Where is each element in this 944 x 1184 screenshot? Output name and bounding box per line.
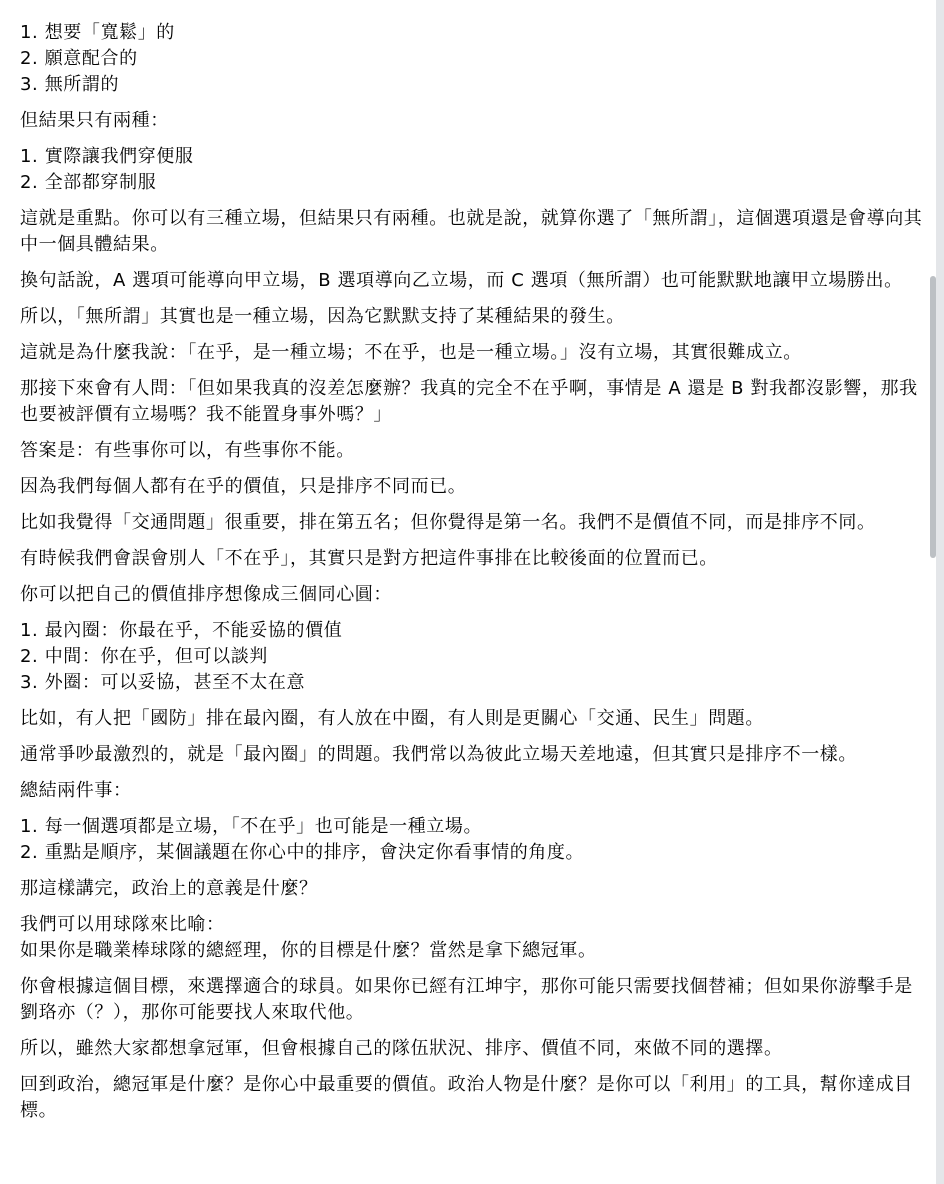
paragraph-circles-intro: 你可以把自己的價值排序想像成三個同心圓： [20,584,392,605]
list-item: 2. 中間：你在乎，但可以談判 [20,646,268,667]
circles-list [20,618,925,696]
paragraph-back-to-politics: 回到政治，總冠軍是什麼？是你心中最重要的價值。政治人物是什麼？是你可以「利用」的工具，幫你達成目標。 [20,1074,913,1121]
baseball-gm-line: 如果你是職業棒球隊的總經理，你的目標是什麼？當然是拿下總冠軍。 [20,940,597,961]
baseball-intro-line: 我們可以用球隊來比喻： [20,914,225,935]
paragraph-sometimes: 有時候我們會誤會別人「不在乎」，其實只是對方把這件事排在比較後面的位置而已。 [20,548,718,569]
list-item: 3. 無所謂的 [20,74,120,95]
post-body [20,0,925,1134]
paragraph-for-example: 比如我覺得「交通問題」很重要，排在第五名；但你覺得是第一名。我們不是價值不同，而是排序不同。 [20,512,876,533]
paragraph-fierce: 通常爭吵最激烈的，就是「最內圈」的問題。我們常以為彼此立場天差地遠，但其實只是排序不一樣。 [20,744,857,765]
paragraph-someone-asks: 那接下來會有人問：「但如果我真的沒差怎麼辦？我真的完全不在乎啊，事情是 A 還是 B 對我都沒影響，那我也要被評價有立場嗎？我不能置身事外嗎？」 [20,378,918,425]
paragraph-why-i-say: 這就是為什麼我說：「在乎，是一種立場；不在乎，也是一種立場。」沒有立場，其實很難成立。 [20,342,802,363]
paragraph-everyone-wants: 所以，雖然大家都想拿冠軍，但會根據自己的隊伍狀況、排序、價值不同，來做不同的選擇。 [20,1038,783,1059]
scrollbar-thumb[interactable] [930,276,936,558]
clipped-top-line [20,0,925,10]
paragraph-in-other-words: 換句話說，A 選項可能導向甲立場，B 選項導向乙立場，而 C 選項（無所謂）也可能默默地讓甲立場勝出。 [20,270,903,291]
paragraph-because: 因為我們每個人都有在乎的價值，只是排序不同而已。 [20,476,467,497]
summary-list [20,814,925,866]
list-item: 1. 最內圈：你最在乎，不能妥協的價值 [20,620,343,641]
paragraph-outcomes-intro: 但結果只有兩種： [20,110,169,131]
list-item: 3. 外圈：可以妥協，甚至不太在意 [20,672,306,693]
list-item: 2. 重點是順序，某個議題在你心中的排序，會決定你看事情的角度。 [20,842,585,863]
paragraph-so-whatever: 所以，「無所謂」其實也是一種立場，因為它默默支持了某種結果的發生。 [20,306,625,327]
list-item: 2. 願意配合的 [20,48,138,69]
vertical-scrollbar[interactable] [930,0,936,1184]
list-item: 1. 實際讓我們穿便服 [20,146,194,167]
options-list [20,20,925,98]
paragraph-players: 你會根據這個目標，來選擇適合的球員。如果你已經有江坤宇，那你可能只需要找個替補；但如果你游擊手是劉珞亦（？），那你可能要找人來取代他。 [20,976,913,1023]
list-item: 2. 全部都穿制服 [20,172,157,193]
outcomes-list [20,144,925,196]
paragraph-political-meaning: 那這樣講完，政治上的意義是什麼？ [20,878,318,899]
list-item: 1. 想要「寬鬆」的 [20,22,175,43]
list-item: 1. 每一個選項都是立場，「不在乎」也可能是一種立場。 [20,816,483,837]
paragraph-defense: 比如，有人把「國防」排在最內圈，有人放在中圈，有人則是更關心「交通、民生」問題。 [20,708,764,729]
paragraph-summary-intro: 總結兩件事： [20,780,132,801]
paragraph-baseball [20,912,925,964]
paragraph-answer: 答案是：有些事你可以，有些事你不能。 [20,440,355,461]
paragraph-key-point: 這就是重點。你可以有三種立場，但結果只有兩種。也就是說，就算你選了「無所謂」，這個選項還是會導向其中一個具體結果。 [20,208,923,255]
